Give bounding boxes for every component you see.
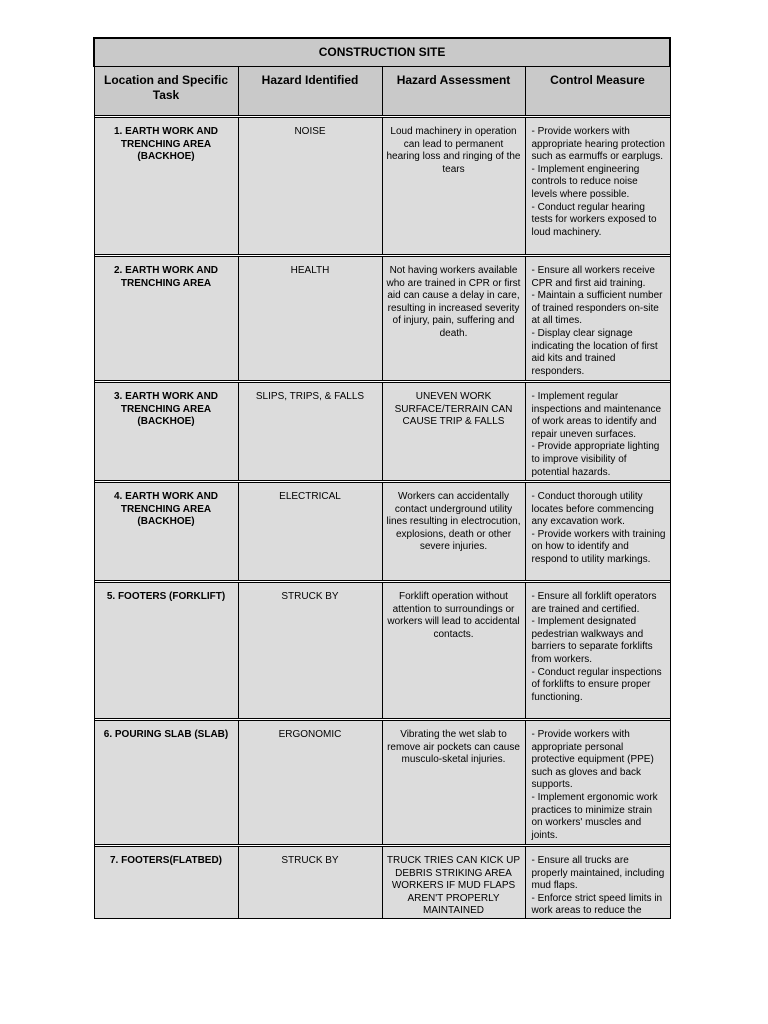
control-measure-item: - Maintain a sufficient number of trained responders on-site at all times. bbox=[531, 290, 663, 327]
cell-assessment: TRUCK TRIES CAN KICK UP DEBRIS STRIKING AREA WORKERS IF MUD FLAPS AREN'T PROPERLY MAINTAINED bbox=[382, 847, 525, 919]
table-row bbox=[94, 483, 670, 581]
table-row bbox=[94, 383, 670, 481]
control-measure-item: - Implement engineering controls to reduce noise levels where possible. bbox=[531, 163, 640, 200]
cell-hazard: HEALTH bbox=[238, 257, 382, 381]
control-measure-item: - Conduct regular inspections of forklifts to ensure proper functioning. bbox=[531, 666, 662, 703]
table-title: CONSTRUCTION SITE bbox=[94, 38, 670, 67]
cell-location: 7. FOOTERS(FLATBED) bbox=[94, 847, 238, 919]
cell-control bbox=[525, 483, 670, 581]
table-row bbox=[94, 257, 670, 381]
cell-control bbox=[525, 721, 670, 845]
cell-control bbox=[525, 257, 670, 381]
control-measure-item: - Implement ergonomic work practices to minimize strain on workers' muscles and joints. bbox=[531, 791, 658, 841]
control-measure-item: - Conduct thorough utility locates before commencing any excavation work. bbox=[531, 491, 654, 528]
hazard-assessment-table bbox=[93, 37, 671, 919]
table-body bbox=[94, 116, 670, 919]
header-control: Control Measure bbox=[525, 67, 670, 116]
cell-hazard: STRUCK BY bbox=[238, 583, 382, 719]
cell-location: 2. EARTH WORK AND TRENCHING AREA bbox=[94, 257, 238, 381]
cell-location: 3. EARTH WORK AND TRENCHING AREA (BACKHOE) bbox=[94, 383, 238, 481]
control-measure-item: - Ensure all workers receive CPR and first aid training. bbox=[531, 265, 655, 289]
cell-location: 5. FOOTERS (FORKLIFT) bbox=[94, 583, 238, 719]
header-hazard: Hazard Identified bbox=[238, 67, 382, 116]
cell-assessment: UNEVEN WORK SURFACE/TERRAIN CAN CAUSE TRIP & FALLS bbox=[382, 383, 525, 481]
control-measure-item: - Provide workers with appropriate hearing protection such as earmuffs or earplugs. bbox=[531, 126, 665, 163]
table-row bbox=[94, 583, 670, 719]
cell-control bbox=[525, 847, 670, 919]
table-title-row bbox=[94, 38, 670, 67]
cell-hazard: SLIPS, TRIPS, & FALLS bbox=[238, 383, 382, 481]
cell-hazard: NOISE bbox=[238, 118, 382, 255]
control-measure-item: - Conduct regular hearing tests for workers exposed to loud machinery. bbox=[531, 201, 657, 238]
cell-assessment: Workers can accidentally contact underground utility lines resulting in electrocution, explosions, death or other severe injuries. bbox=[382, 483, 525, 581]
control-measure-item: - Ensure all trucks are properly maintained, including mud flaps. bbox=[531, 855, 665, 892]
cell-location: 6. POURING SLAB (SLAB) bbox=[94, 721, 238, 845]
cell-hazard: STRUCK BY bbox=[238, 847, 382, 919]
table-row bbox=[94, 721, 670, 845]
cell-assessment: Forklift operation without attention to surroundings or workers will lead to accidental contacts. bbox=[382, 583, 525, 719]
cell-location: 1. EARTH WORK AND TRENCHING AREA (BACKHOE) bbox=[94, 118, 238, 255]
cell-control bbox=[525, 583, 670, 719]
control-measure-item: - Enforce strict speed limits in work areas to reduce the bbox=[531, 892, 663, 917]
table-row bbox=[94, 847, 670, 919]
cell-control bbox=[525, 118, 670, 255]
cell-hazard: ELECTRICAL bbox=[238, 483, 382, 581]
cell-assessment: Not having workers available who are trained in CPR or first aid can cause a delay in care, resulting in increased severity of injury, pain, suffering and death. bbox=[382, 257, 525, 381]
control-measure-item: - Provide appropriate lighting to improve visibility of potential hazards. bbox=[531, 441, 660, 478]
control-measure-item: - Implement designated pedestrian walkways and barriers to separate forklifts from workers. bbox=[531, 616, 653, 665]
header-location: Location and Specific Task bbox=[94, 67, 238, 116]
control-measure-item: - Display clear signage indicating the location of first aid kits and trained responders. bbox=[531, 327, 658, 377]
control-measure-item: - Provide workers with appropriate personal protective equipment (PPE) such as gloves and back supports. bbox=[531, 729, 654, 791]
cell-hazard: ERGONOMIC bbox=[238, 721, 382, 845]
table-header-row bbox=[94, 67, 670, 116]
cell-control bbox=[525, 383, 670, 481]
control-measure-item: - Provide workers with training on how to identify and respond to utility markings. bbox=[531, 528, 666, 565]
cell-assessment: Vibrating the wet slab to remove air pockets can cause musculo-sketal injuries. bbox=[382, 721, 525, 845]
table-row bbox=[94, 118, 670, 255]
control-measure-item: - Implement regular inspections and maintenance of work areas to identify and repair uneven surfaces. bbox=[531, 391, 662, 440]
cell-assessment: Loud machinery in operation can lead to permanent hearing loss and ringing of the tears bbox=[382, 118, 525, 255]
cell-location: 4. EARTH WORK AND TRENCHING AREA (BACKHOE) bbox=[94, 483, 238, 581]
control-measure-item: - Ensure all forklift operators are trained and certified. bbox=[531, 591, 657, 615]
header-assessment: Hazard Assessment bbox=[382, 67, 525, 116]
